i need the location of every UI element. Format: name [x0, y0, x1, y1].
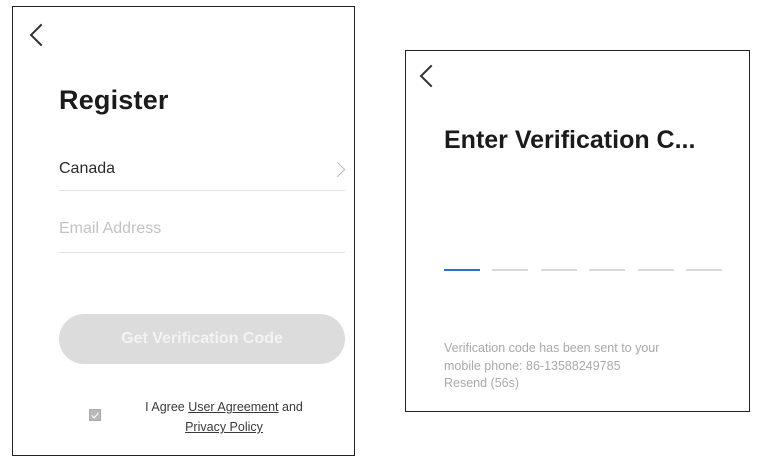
verification-info-line1: Verification code has been sent to your: [444, 341, 660, 355]
privacy-policy-link[interactable]: Privacy Policy: [185, 420, 263, 434]
verification-screen: [405, 50, 750, 412]
agreement-middle: and: [278, 400, 303, 414]
agreement-prefix: I Agree: [145, 400, 189, 414]
verification-info: [444, 339, 724, 375]
verification-code-input[interactable]: [444, 269, 722, 271]
country-select-field[interactable]: [59, 159, 345, 191]
code-slot[interactable]: [638, 269, 674, 271]
code-slot[interactable]: [444, 269, 480, 271]
agreement-text: [111, 397, 337, 437]
back-chevron-icon[interactable]: [420, 65, 443, 88]
code-slot[interactable]: [589, 269, 625, 271]
code-slot[interactable]: [492, 269, 528, 271]
country-value: Canada: [59, 160, 116, 177]
resend-code-label[interactable]: Resend (56s): [444, 376, 520, 390]
get-verification-code-button[interactable]: Get Verification Code: [59, 314, 345, 364]
user-agreement-link[interactable]: User Agreement: [188, 400, 279, 414]
page-title: Enter Verification C...: [444, 126, 696, 154]
email-field[interactable]: [59, 219, 345, 253]
code-slot[interactable]: [541, 269, 577, 271]
agreement-checkbox[interactable]: [89, 409, 101, 421]
email-placeholder: Email Address: [59, 220, 162, 237]
verification-info-line2: mobile phone: 86-13588249785: [444, 359, 621, 373]
code-slot[interactable]: [686, 269, 722, 271]
back-chevron-icon[interactable]: [30, 24, 53, 47]
register-screen: [12, 6, 355, 456]
chevron-right-icon: [330, 162, 346, 178]
page-title: Register: [59, 85, 169, 115]
